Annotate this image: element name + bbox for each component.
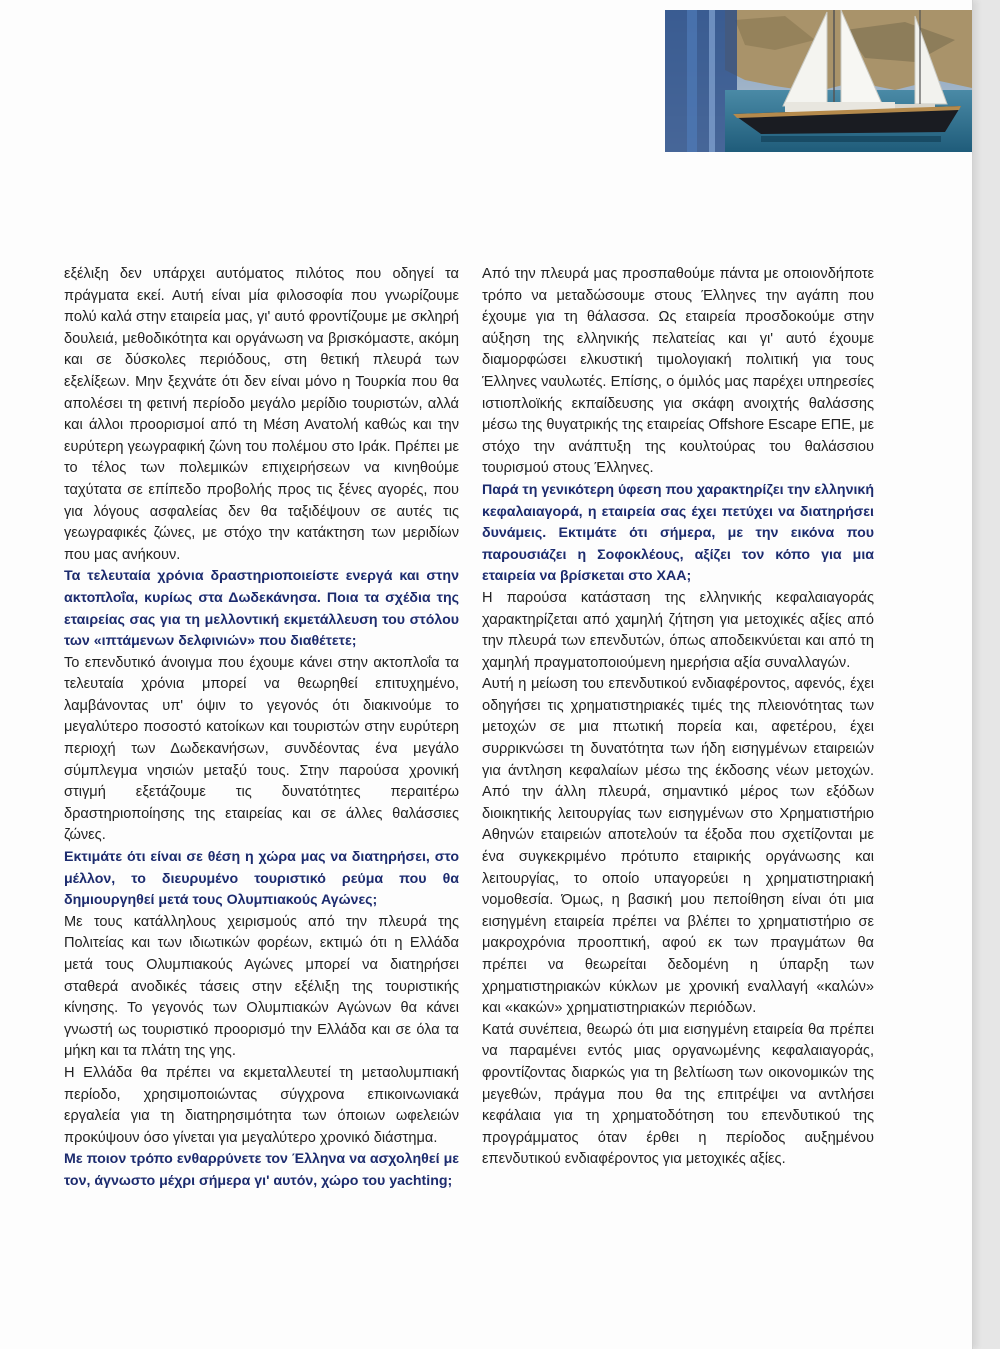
answer-paragraph: Από την πλευρά μας προσπαθούμε πάντα με οποιονδήποτε τρόπο να μεταδώσουμε στους Έλληνες την αγάπη που έχουμε για τη θάλασσα. Ως εταιρεία προσδοκούμε στην αύξηση της ελληνικής πελατείας και γι' αυτό έχουμε διαμορφώσει ελκυστική τιμολογιακή πολιτική για τους Έλληνες ναυλωτές. Επίσης, ο όμιλός μας παρέχει υπηρεσίες ιστιοπλοϊκής εκπαίδευσης για σκάφη ανοιχτής θαλάσσης μέσω της θυγατρικής της εταιρείας Offshore Escape ΕΠΕ, με στόχο την ανάπτυξη της κουλτούρας του θαλάσσιου τουρισμού στους Έλληνες. — [482, 266, 874, 477]
left-column — [64, 264, 459, 1193]
answer-paragraph: Η παρούσα κατάσταση της ελληνικής κεφαλαιαγοράς χαρακτηρίζεται από χαμηλή ζήτηση για μετοχικές αξίες από την πλευρά των επενδυτών, όπως αποδεικνύεται και από τη χαμηλή πραγματοποιούμενη ημερήσια αξία συναλλαγών. — [482, 589, 874, 671]
interview-question: Παρά τη γενικότερη ύφεση που χαρακτηρίζει την ελληνική κεφαλαιαγορά, η εταιρεία σας έχει πετύχει να διατηρήσει δυνάμεις. Εκτιμάτε ότι σήμερα, με την εικόνα που παρουσιάζει η Σοφοκλέους, αξίζει τον κόπο για μια εταιρεία να βρίσκεται στο ΧΑΑ; — [482, 481, 874, 585]
answer-paragraph: Με τους κατάλληλους χειρισμούς από την πλευρά της Πολιτείας και των ιδιωτικών φορέων, εκτιμώ ότι η Ελλάδα μετά τους Ολυμπιακούς Αγώνες μπορεί να διατηρήσει σταθερά ανοδικές τάσεις στην εξέλιξη της τουριστικής κίνησης. Το γεγονός των Ολυμπιακών Αγώνων θα κάνει γνωστή ως τουριστικό προορισμό την Ελλάδα και σε όλα τα μήκη και τα πλάτη της γης. — [64, 913, 459, 1060]
interview-question: Εκτιμάτε ότι είναι σε θέση η χώρα μας να διατηρήσει, στο μέλλον, το διευρυμένο τουριστικό ρεύμα που θα δημιουργηθεί μετά τους Ολυμπιακούς Αγώνες; — [64, 849, 459, 909]
interview-question: Με ποιον τρόπο ενθαρρύνετε τον Έλληνα να ασχοληθεί με τον, άγνωστο μέχρι σήμερα γι' αυτόν, χώρο του yachting; — [64, 1151, 459, 1189]
answer-paragraph: Αυτή η μείωση του επενδυτικού ενδιαφέροντος, αφενός, έχει οδηγήσει τις χρηματιστηριακές τιμές της πλειονότητας των μετοχών σε μια πτωτική πορεία και, αφετέρου, έχει συρρικνώσει τη δυνατότητα των ήδη εισηγμένων εταιρειών για άντληση κεφαλαίων μέσω της έκδοσης νέων μετοχών. Από την άλλη πλευρά, σημαντικό μέρος των εξόδων διοικητικής λειτουργίας των εισηγμένων στο Χρηματιστήριο Αθηνών εταιρειών αποτελούν τα έξοδα που σχετίζονται με ένα συγκεκριμένο πρότυπο εταιρικής οργάνωσης και λειτουργίας, το οποίο υπαγορεύει η χρηματιστηριακή νομοθεσία. Όμως, η βασική μου πεποίθηση είναι ότι μια εισηγμένη εταιρεία πρέπει να βλέπει το χρηματιστήριο σε μακροχρόνια προοπτική, αφού εκ των πραγμάτων θα πρέπει να θεωρείται δεδομένη η ύπαρξη των χρηματιστηριακών κύκλων με χρονική εναλλαγή «καλών» και «κακών» χρηματιστηριακών περιόδων. — [482, 676, 874, 1017]
answer-paragraph: εξέλιξη δεν υπάρχει αυτόματος πιλότος που οδηγεί τα πράγματα εκεί. Αυτή είναι μία φιλοσοφία που γνωρίζουμε πολύ καλά στην εταιρεία μας, γι' αυτό φροντίζουμε με σκληρή δουλειά, μεθοδικότητα και οργάνωση να βρισκόμαστε, ακόμη και σε δύσκολες περιόδους, στη θετική πλευρά των εξελίξεων. Μην ξεχνάτε ότι δεν είναι μόνο η Τουρκία που θα απολέσει τη φετινή περίοδο μεγάλο μερίδιο τουριστών, αλλά και άλλοι προορισμοί από τη Μέση Ανατολή καθώς και την ευρύτερη γεωγραφική ζώνη του πολέμου στο Ιράκ. Πρέπει με το τέλος των πολεμικών επιχειρήσεων να κινηθούμε ταχύτατα σε επίπεδο προβολής προς τις ξένες αγορές, που για λόγους ασφαλείας δεν θα ταξιδέψουν σε αυτές τις γεωγραφικές ζώνες, με στόχο την κατάκτηση των μεριδίων που μας ανήκουν. — [64, 266, 459, 563]
interview-question: Τα τελευταία χρόνια δραστηριοποιείστε ενεργά και στην ακτοπλοΐα, κυρίως στα Δωδεκάνησα. Ποια τα σχέδια της εταιρείας σας για τη μελλοντική εκμετάλλευση του στόλου των «ιπτάμενων δελφινιών» που διαθέτετε; — [64, 568, 459, 650]
answer-paragraph: Το επενδυτικό άνοιγμα που έχουμε κάνει στην ακτοπλοΐα τα τελευταία χρόνια μπορεί να θεωρηθεί επιτυχημένο, λαμβάνοντας υπ' όψιν το γεγονός ότι διακινούμε το μεγαλύτερο ποσοστό κατοίκων και τουριστών στην ευρύτερη περιοχή των Δωδεκανήσων, συνδέοντας ένα μεγάλο σύμπλεγμα νησιών μεταξύ τους. Στην παρούσα χρονική στιγμή εξετάζουμε τις δυνατότητες περαιτέρω δραστηριοποίησης της εταιρείας και σε άλλες θαλάσσιες ζώνες. — [64, 654, 459, 844]
yacht-illustration — [665, 10, 972, 152]
right-column — [482, 264, 874, 1171]
yacht-photo — [665, 10, 972, 152]
answer-paragraph: Η Ελλάδα θα πρέπει να εκμεταλλευτεί τη μεταολυμπιακή περίοδο, χρησιμοποιώντας σύγχρονα επικοινωνιακά εργαλεία για τη διατηρησιμότητα των όποιων ωφελειών προκύψουν όσο γίνεται για μεγαλύτερο χρονικό διάστημα. — [64, 1064, 459, 1146]
answer-paragraph: Κατά συνέπεια, θεωρώ ότι μια εισηγμένη εταιρεία θα πρέπει να παραμένει εντός μιας οργανωμένης κεφαλαιαγοράς, φροντίζοντας διαρκώς για τη βελτίωση των οικονομικών της μεγεθών, πράγμα που θα της επιτρέψει να αντλήσει κεφάλαια για τη χρηματοδότηση του επενδυτικού της προγράμματος όταν έρθει η περίοδος αυξημένου επενδυτικού ενδιαφέροντος για μετοχικές αξίες. — [482, 1021, 874, 1168]
